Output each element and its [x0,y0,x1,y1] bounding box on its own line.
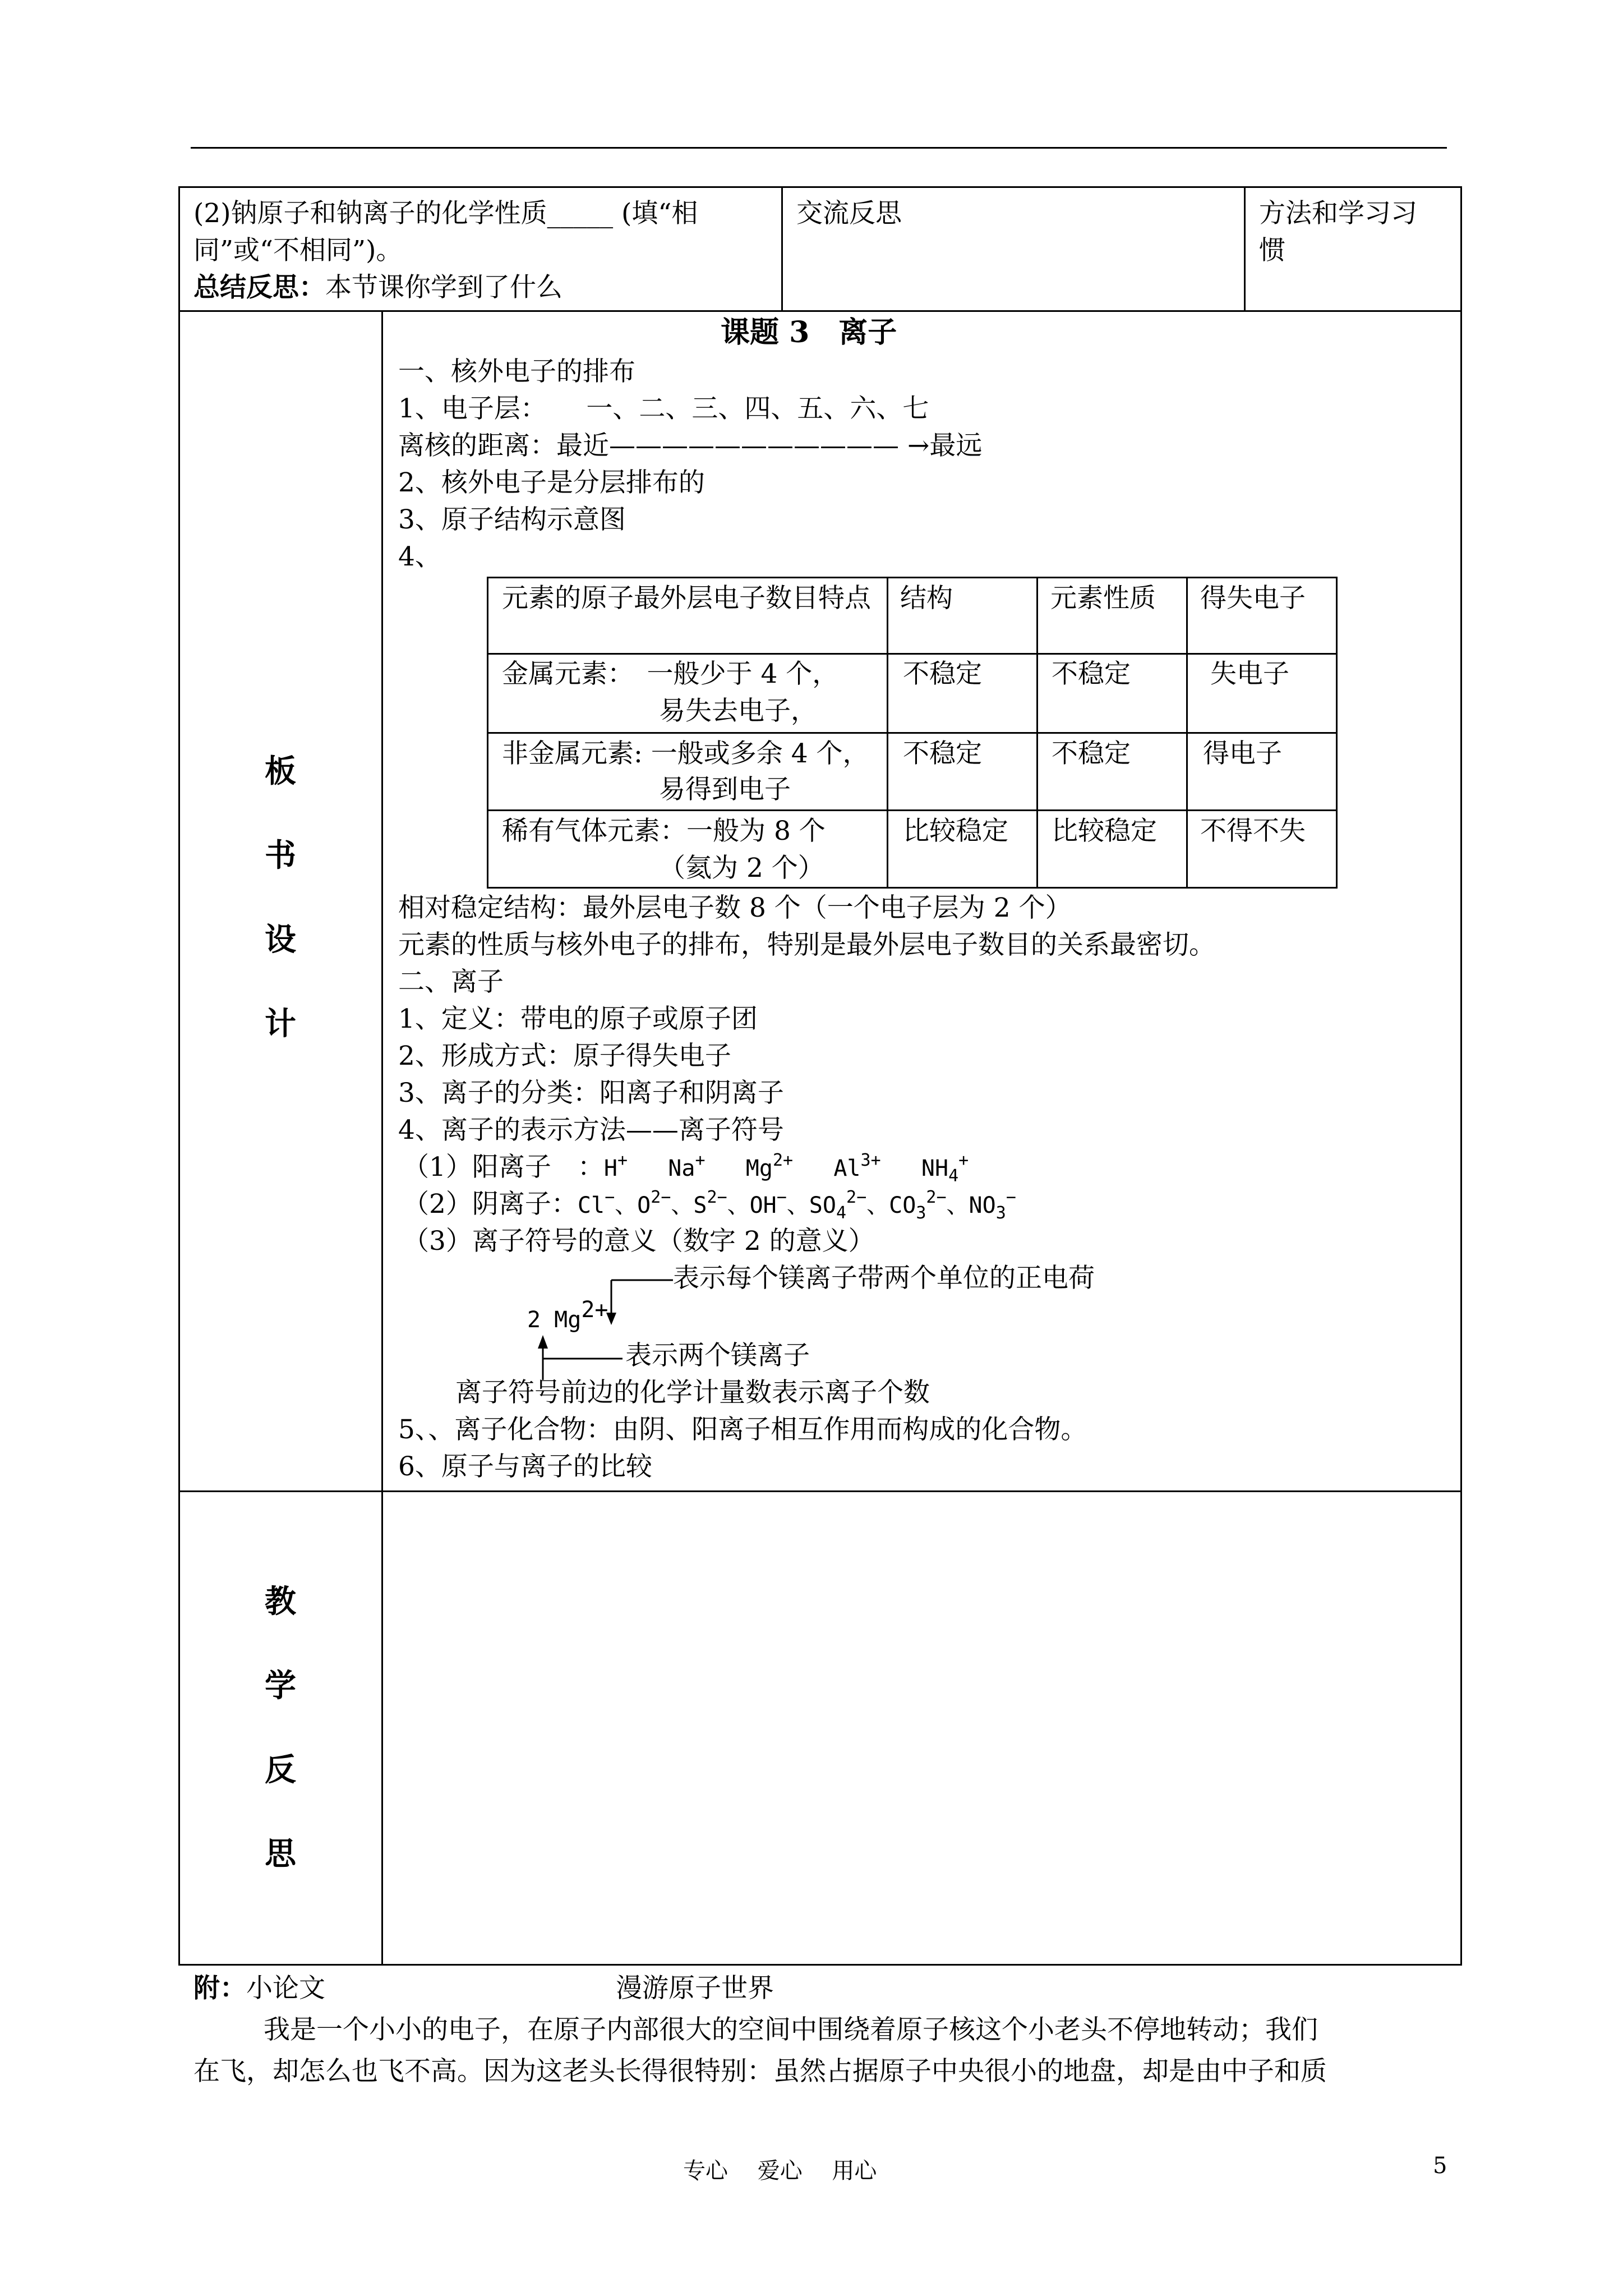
table-cell-property: 不稳定 [1052,659,1131,689]
cation-formulas: H+ Na+ $Mg^{2+}$ $Al^{3+}$ $NH_4^+$ [603,1151,969,1186]
method-habit-line-2: 惯 [1259,235,1285,266]
top-row-divider-1 [781,186,783,312]
table-row: 金属元素： 一般少于 4 个， [502,659,839,689]
atom-structure-diagram: 3、原子结构示意图 [398,504,626,535]
board-design-label-4: 计 [265,1005,296,1042]
table-header-gain-loss: 得失电子 [1200,583,1306,614]
question-2-line-1: (2)钠原子和钠离子的化学性质_____ (填“相 [193,198,698,229]
electron-shells: 1、电子层： 一、二、三、四、五、六、七 [398,393,929,424]
layered-arrangement: 2、核外电子是分层排布的 [398,467,705,498]
board-design-label-3: 设 [265,921,296,958]
header-rule [191,147,1447,149]
table-cell-property: 不稳定 [1052,738,1131,769]
table-cell-property: 比较稳定 [1052,816,1157,846]
table-cell-gain-loss: 得电子 [1203,738,1282,769]
inner-table-col-2 [1036,577,1038,889]
teaching-reflection-label-3: 反 [265,1751,296,1788]
appendix-kind: 小论文 [246,1973,325,2004]
table-row-cont: 易失去电子， [659,696,817,726]
teaching-reflection-label-2: 学 [265,1667,296,1704]
table-row-divider-1 [178,310,1462,312]
exchange-reflection-header: 交流反思 [796,198,902,229]
table-row-cont: 易得到电子 [659,774,791,805]
table-header-property: 元素性质 [1050,583,1156,614]
ionic-compound: 5、、离子化合物：由阴、阳离子相互作用而构成的化合物。 [398,1414,1087,1445]
cation-line [403,1149,969,1189]
atom-ion-comparison: 6、原子与离子的比较 [398,1451,652,1482]
board-design-label-2: 书 [265,837,296,874]
cation-label: （1）阳离子 ： [403,1152,604,1182]
inner-table-col-3 [1186,577,1188,889]
inner-table-col-1 [887,577,888,889]
ion-symbol-meaning: （3）离子符号的意义（数字 2 的意义） [403,1226,875,1257]
table-cell-structure: 不稳定 [903,659,982,689]
question-2-line-2: 同”或“不相同”)。 [193,235,403,266]
inner-table-row-3 [487,809,1338,811]
label-column-divider [381,310,383,1966]
anion-line [403,1186,1016,1226]
top-row-divider-2 [1244,186,1246,312]
section-2-heading: 二、离子 [398,967,504,997]
essay-line-2: 在飞，却怎么也飞不高。因为这老头长得很特别：虽然占据原子中央很小的地盘，却是由中子和质 [193,2056,1327,2087]
teaching-reflection-label-4: 思 [265,1835,296,1872]
mg-ion-charge: 2+ [581,1297,608,1323]
table-row-divider-2 [178,1490,1462,1492]
appendix-header [193,1970,325,2007]
appendix-label: 附： [193,1973,246,2004]
teaching-reflection-label-1: 教 [265,1583,296,1620]
footer-motto: 专心 爱心 用心 [683,2158,877,2184]
coefficient-annotation: 离子符号前边的化学计量数表示离子个数 [455,1377,930,1408]
inner-table-bottom [487,887,1338,889]
ion-classification: 3、离子的分类：阳离子和阴离子 [398,1078,784,1108]
table-row: 稀有气体元素：一般为 8 个 [502,816,826,846]
inner-table-row-1 [487,653,1338,655]
ion-formation: 2、形成方式：原子得失电子 [398,1041,731,1071]
summary-label: 总结反思： [193,272,325,303]
method-habit-line-1: 方法和学习习 [1259,198,1417,229]
ion-notation: 4、离子的表示方法——离子符号 [398,1115,784,1145]
table-border-bottom [178,1964,1462,1966]
count-annotation: 表示两个镁离子 [625,1340,810,1371]
table-border-left [178,186,180,1966]
anion-label: （2）阴离子： [403,1189,578,1220]
essay-title: 漫游原子世界 [616,1973,774,2004]
essay-line-1: 我是一个小小的电子，在原子内部很大的空间中围绕着原子核这个小老头不停地转动；我们 [264,2014,1318,2045]
charge-annotation: 表示每个镁离子带两个单位的正电荷 [673,1263,1095,1294]
anion-formulas: Cl−、$O^{2-}$、$S^{2-}$、OH−、$SO_4^{2-}$、$CO_3^{2-}$、$NO_3^-$ [577,1188,1016,1223]
inner-table-top [487,577,1338,578]
lesson-title: 课题 3 离子 [721,315,897,349]
table-cell-structure: 比较稳定 [903,816,1008,846]
inner-table-left [487,577,488,889]
table-border-right [1460,186,1462,1966]
page-number: 5 [1433,2153,1447,2179]
stable-structure: 相对稳定结构：最外层电子数 8 个（一个电子层为 2 个） [398,892,1072,923]
property-relation: 元素的性质与核外电子的排布，特别是最外层电子数目的关系最密切。 [398,930,1215,960]
table-row-cont: （氦为 2 个） [659,853,824,884]
table-border-top [178,186,1462,188]
nucleus-distance: 离核的距离：最近——————————— →最远 [398,430,983,461]
item-4-label: 4、 [398,541,441,572]
mg-ion-text: 2 Mg [527,1307,582,1333]
summary-line [193,269,562,306]
inner-table-row-2 [487,732,1338,734]
ion-definition: 1、定义：带电的原子或原子团 [398,1004,758,1034]
table-header-feature: 元素的原子最外层电子数目特点 [502,583,871,614]
table-cell-gain-loss: 失电子 [1210,659,1289,689]
board-design-label-1: 板 [265,753,296,790]
table-row: 非金属元素: 一般或多余 4 个， [502,738,869,769]
table-header-structure: 结构 [900,583,953,614]
inner-table-right [1336,577,1338,889]
table-cell-gain-loss: 不得不失 [1200,816,1306,846]
section-1-heading: 一、核外电子的排布 [398,356,635,387]
table-cell-structure: 不稳定 [903,738,982,769]
summary-text: 本节课你学到了什么 [325,272,562,303]
